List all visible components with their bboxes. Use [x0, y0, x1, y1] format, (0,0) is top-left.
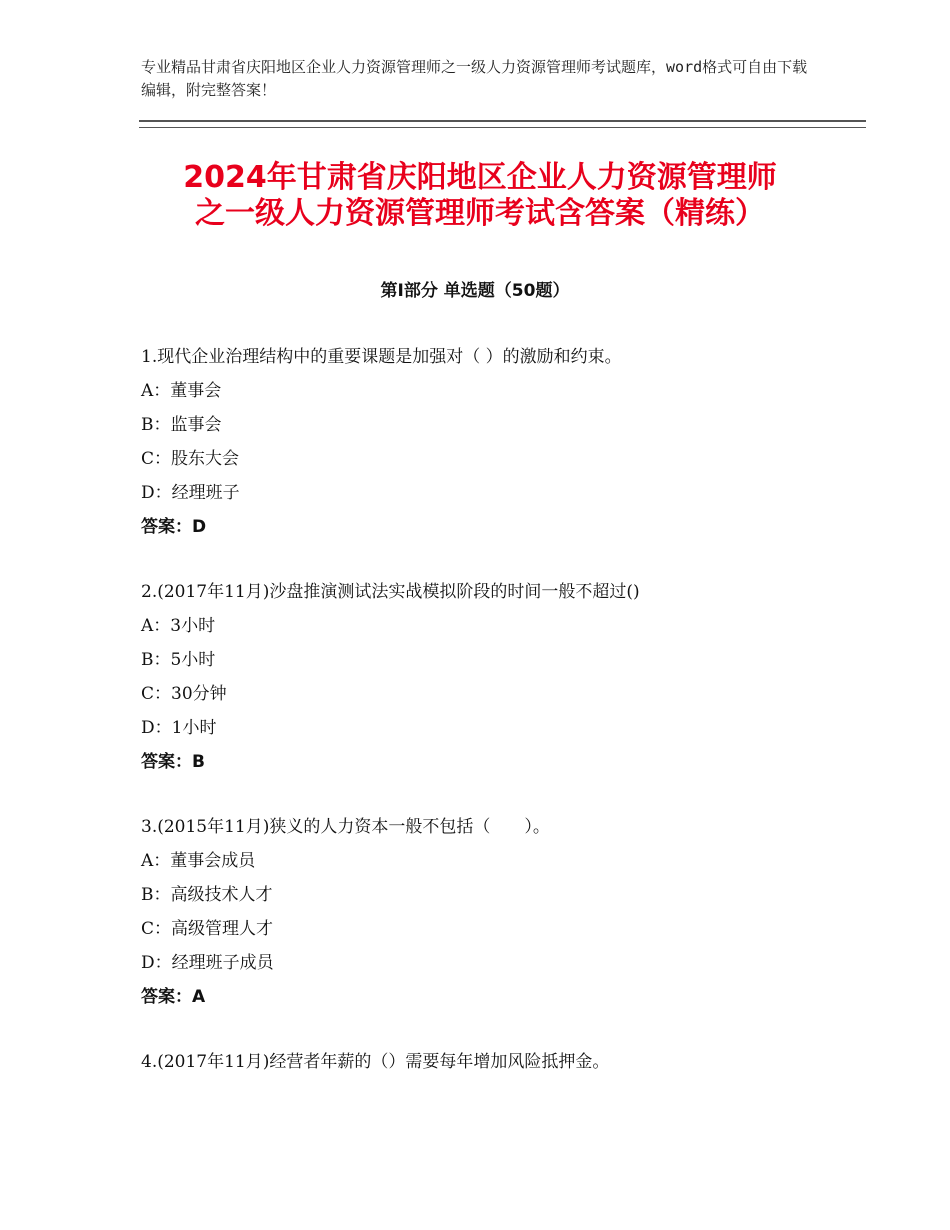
title-line-2: 之一级人力资源管理师考试含答案（精练） — [195, 196, 765, 231]
option-d: D：1小时 — [141, 718, 217, 738]
question-stem: 1.现代企业治理结构中的重要课题是加强对（ ）的激励和约束。 — [141, 347, 622, 367]
option-a: A：董事会成员 — [141, 851, 256, 871]
answer-line: 答案：D — [141, 517, 207, 537]
option-d: D：经理班子 — [141, 483, 240, 503]
question-stem: 4.(2017年11月)经营者年薪的（）需要每年增加风险抵押金。 — [141, 1052, 610, 1072]
option-c: C：高级管理人才 — [141, 919, 274, 939]
option-d: D：经理班子成员 — [141, 953, 274, 973]
answer-line: 答案：B — [141, 752, 205, 772]
header-divider — [139, 120, 866, 128]
answer-line: 答案：A — [141, 987, 206, 1007]
option-c: C：股东大会 — [141, 449, 240, 469]
option-b: B：5小时 — [141, 650, 216, 670]
option-c: C：30分钟 — [141, 684, 227, 704]
question-3 — [141, 813, 861, 1017]
section-heading: 第Ⅰ部分 单选题（50题） — [380, 281, 570, 301]
header-note: 专业精品甘肃省庆阳地区企业人力资源管理师之一级人力资源管理师考试题库，word格式可自由下载编辑，附完整答案！ — [141, 58, 808, 99]
option-a: A：董事会 — [141, 381, 222, 401]
title-line-1: 2024年甘肃省庆阳地区企业人力资源管理师 — [183, 160, 777, 195]
question-list — [141, 343, 861, 1113]
question-1 — [141, 343, 861, 547]
question-2 — [141, 578, 861, 782]
option-b: B：高级技术人才 — [141, 885, 273, 905]
question-stem: 2.(2017年11月)沙盘推演测试法实战模拟阶段的时间一般不超过() — [141, 582, 640, 602]
document-title — [100, 160, 860, 232]
option-a: A：3小时 — [141, 616, 216, 636]
question-stem: 3.(2015年11月)狭义的人力资本一般不包括（ ）。 — [141, 817, 550, 837]
option-b: B：监事会 — [141, 415, 222, 435]
question-4 — [141, 1048, 861, 1082]
